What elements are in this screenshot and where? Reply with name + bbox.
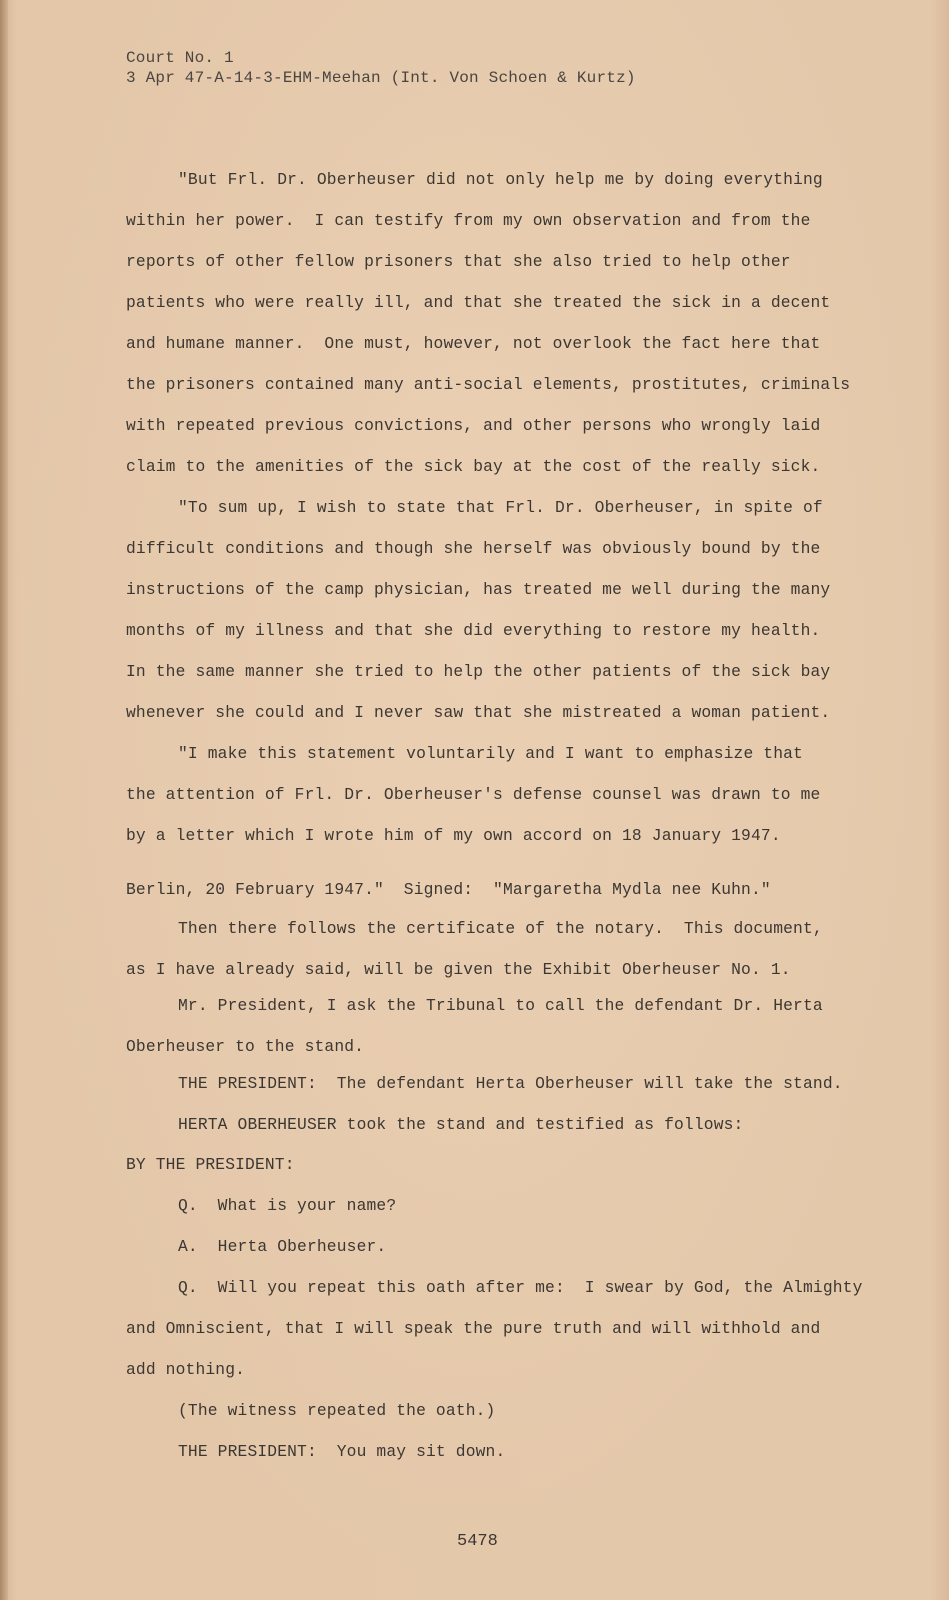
text-line: Oberheuser to the stand. (126, 1037, 365, 1056)
text-line: difficult conditions and though she herself was obviously bound by the (126, 539, 821, 558)
text-line: Q. What is your name? (178, 1196, 397, 1215)
text-line: THE PRESIDENT: The defendant Herta Oberheuser will take the stand. (178, 1074, 843, 1093)
session-reference: 3 Apr 47-A-14-3-EHM-Meehan (Int. Von Schoen & Kurtz) (126, 69, 636, 87)
text-line: within her power. I can testify from my own observation and from the (126, 211, 811, 230)
text-line: "To sum up, I wish to state that Frl. Dr. Oberheuser, in spite of (178, 498, 823, 517)
text-line: with repeated previous convictions, and other persons who wrongly laid (126, 416, 821, 435)
text-line: add nothing. (126, 1360, 246, 1379)
text-line: and humane manner. One must, however, not overlook the fact here that (126, 334, 821, 353)
text-line: In the same manner she tried to help the other patients of the sick bay (126, 662, 831, 681)
text-line: Then there follows the certificate of the notary. This document, (178, 919, 823, 938)
text-line: instructions of the camp physician, has treated me well during the many (126, 580, 831, 599)
page-number: 5478 (457, 1532, 498, 1551)
text-line: Berlin, 20 February 1947." Signed: "Margaretha Mydla nee Kuhn." (126, 880, 771, 899)
text-line: "But Frl. Dr. Oberheuser did not only help me by doing everything (178, 170, 823, 189)
text-line: reports of other fellow prisoners that she also tried to help other (126, 252, 791, 271)
text-line: as I have already said, will be given the Exhibit Oberheuser No. 1. (126, 960, 791, 979)
text-line: Mr. President, I ask the Tribunal to call the defendant Dr. Herta (178, 996, 823, 1015)
text-line: the prisoners contained many anti-social elements, prostitutes, criminals (126, 375, 851, 394)
text-line: (The witness repeated the oath.) (178, 1401, 496, 1420)
document-header (126, 48, 636, 88)
text-line: Q. Will you repeat this oath after me: I swear by God, the Almighty (178, 1278, 863, 1297)
text-line: patients who were really ill, and that she treated the sick in a decent (126, 293, 831, 312)
court-number: Court No. 1 (126, 49, 234, 67)
text-line: whenever she could and I never saw that she mistreated a woman patient. (126, 703, 831, 722)
text-line: THE PRESIDENT: You may sit down. (178, 1442, 506, 1461)
text-line: claim to the amenities of the sick bay at the cost of the really sick. (126, 457, 821, 476)
text-line: months of my illness and that she did everything to restore my health. (126, 621, 821, 640)
text-line: and Omniscient, that I will speak the pure truth and will withhold and (126, 1319, 821, 1338)
text-line: A. Herta Oberheuser. (178, 1237, 387, 1256)
page-edge (0, 0, 8, 1600)
text-line: BY THE PRESIDENT: (126, 1155, 295, 1174)
text-line: "I make this statement voluntarily and I want to emphasize that (178, 744, 803, 763)
text-line: HERTA OBERHEUSER took the stand and testified as follows: (178, 1115, 744, 1134)
text-line: the attention of Frl. Dr. Oberheuser's defense counsel was drawn to me (126, 785, 821, 804)
text-line: by a letter which I wrote him of my own accord on 18 January 1947. (126, 826, 781, 845)
